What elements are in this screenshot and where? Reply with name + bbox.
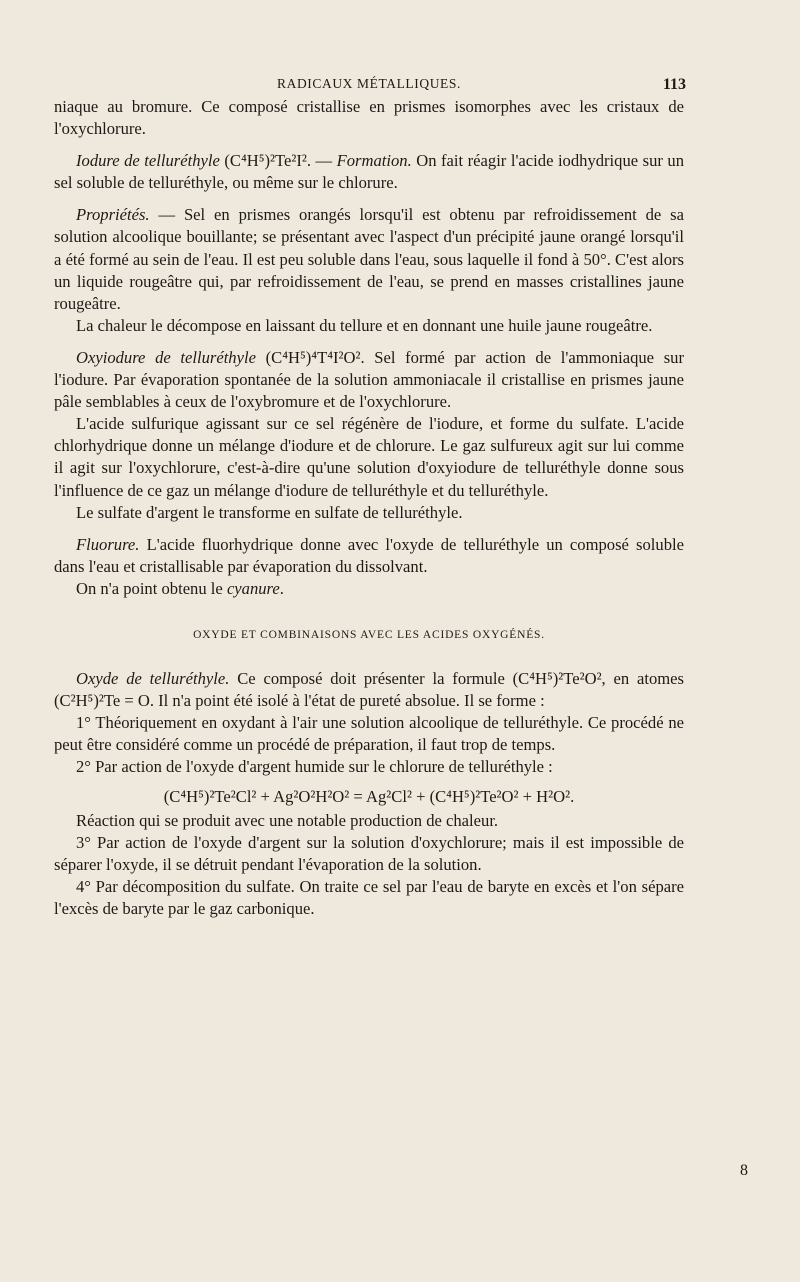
paragraph [54, 315, 684, 337]
paragraph-text: 1° Théoriquement en oxydant à l'air une solution alcoolique de telluréthyle. Ce procédé ne peut être considéré comme un procédé de préparation, il faut trop de temps. [54, 713, 684, 755]
page-number: 113 [662, 76, 686, 93]
paragraph [54, 832, 684, 876]
term-oxyiodure: Oxyiodure de telluréthyle [76, 347, 256, 367]
paragraph-text: 3° Par action de l'oxyde d'argent sur la solution d'oxychlorure; mais il est impossible de séparer l'oxyde, il se détruit pendant l'évaporation de la solution. [54, 832, 684, 874]
paragraph-oxyde [54, 668, 684, 712]
paragraph [54, 96, 684, 140]
term-iodure: Iodure de telluréthyle [76, 151, 220, 171]
paragraph-text: . [279, 578, 284, 598]
running-header [54, 74, 684, 94]
paragraph-text: Ce composé doit présenter la formule (C⁴H⁵)²Te²O², en atomes (C²H⁵)²Te = O. Il n'a point été isolé à l'état de pureté absolue. Il se forme : [54, 669, 685, 711]
formula-oxyiodure: (C⁴H⁵)⁴T⁴I²O². [265, 347, 365, 367]
signature-mark: 8 [740, 1162, 748, 1179]
paragraph-text: Réaction qui se produit avec une notable production de chaleur. [76, 810, 499, 830]
paragraph [54, 810, 684, 832]
paragraph [54, 756, 684, 778]
term-oxyde: Oxyde de telluréthyle. [76, 669, 230, 689]
paragraph-fluorure [54, 534, 684, 578]
term-cyanure: cyanure [226, 578, 280, 598]
equation: (C⁴H⁵)²Te²Cl² + Ag²O²H²O² = Ag²Cl² + (C⁴H⁵)²Te²O² + H²O². [163, 786, 575, 806]
paragraph-text: Sel formé par action de l'ammoniaque sur l'iodure. Par évaporation spontanée de la solution ammoniacale il cristallise en prismes jaune pâle semblables à ceux de l'oxybromure et de l'oxychlorure. [54, 347, 684, 412]
paragraph [54, 502, 684, 524]
paragraph-cyanure [54, 578, 684, 600]
paragraph-text: On fait réagir l'acide iodhydrique sur un sel soluble de telluréthyle, ou même sur le chlorure. [54, 151, 685, 193]
header-title: RADICAUX MÉTALLIQUES. [276, 76, 461, 91]
paragraph-text: niaque au bromure. Ce composé cristallise en prismes isomorphes avec les cristaux de l'oxychlorure. [54, 97, 684, 139]
dash: — [311, 151, 337, 171]
page-body [54, 96, 684, 920]
paragraph-text: 4° Par décomposition du sulfate. On traite ce sel par l'eau de baryte en excès et l'on sépare l'excès de baryte par le gaz carbonique. [54, 876, 684, 918]
paragraph-text: 2° Par action de l'oxyde d'argent humide sur le chlorure de telluréthyle : [76, 757, 553, 777]
paragraph-text: Le sulfate d'argent le transforme en sulfate de telluréthyle. [76, 502, 463, 522]
paragraph-oxyiodure [54, 347, 684, 413]
paragraph-text: L'acide fluorhydrique donne avec l'oxyde de telluréthyle un composé soluble dans l'eau et cristallisable par évaporation du dissolvant. [54, 534, 684, 576]
term-proprietes: Propriétés. [76, 205, 150, 225]
paragraph-text: — Sel en prismes orangés lorsqu'il est obtenu par refroidissement de sa solution alcoolique bouillante; se présentant avec l'aspect d'un précipité jaune orangé lorsqu'il a été formé au sein de l'eau. Il est peu soluble dans l'eau, sous laquelle il fond à 50°. C'est alors un liquide rougeâtre qui, par refroidissement de l'eau, se prend en masses cristallines jaune rougeâtre. [54, 205, 684, 313]
paragraph [54, 876, 684, 920]
subterm-formation: Formation. [336, 151, 412, 171]
paragraph-text: L'acide sulfurique agissant sur ce sel régénère de l'iodure, et forme du sulfate. L'acide chlorhydrique donne un mélange d'iodure et de chlorure. Le gaz sulfureux agit sur lui comme il agit sur l'oxychlorure, c'est-à-dire qu'une solution d'oxyiodure de telluréthyle donne sous l'influence de ce gaz un mélange d'iodure de telluréthyle et du telluréthyle. [54, 414, 684, 500]
section-title: OXYDE ET COMBINAISONS AVEC LES ACIDES OXYGÉNÉS. [193, 628, 545, 641]
formula-iodure: (C⁴H⁵)²Te²I². [224, 151, 311, 171]
paragraph-iodure [54, 150, 684, 194]
paragraph [54, 712, 684, 756]
paragraph [54, 413, 684, 501]
paragraph-text: On n'a point obtenu le [76, 578, 227, 598]
paragraph-text: La chaleur le décompose en laissant du tellure et en donnant une huile jaune rougeâtre. [76, 315, 653, 335]
paragraph-proprietes [54, 204, 684, 314]
term-fluorure: Fluorure. [76, 534, 140, 554]
